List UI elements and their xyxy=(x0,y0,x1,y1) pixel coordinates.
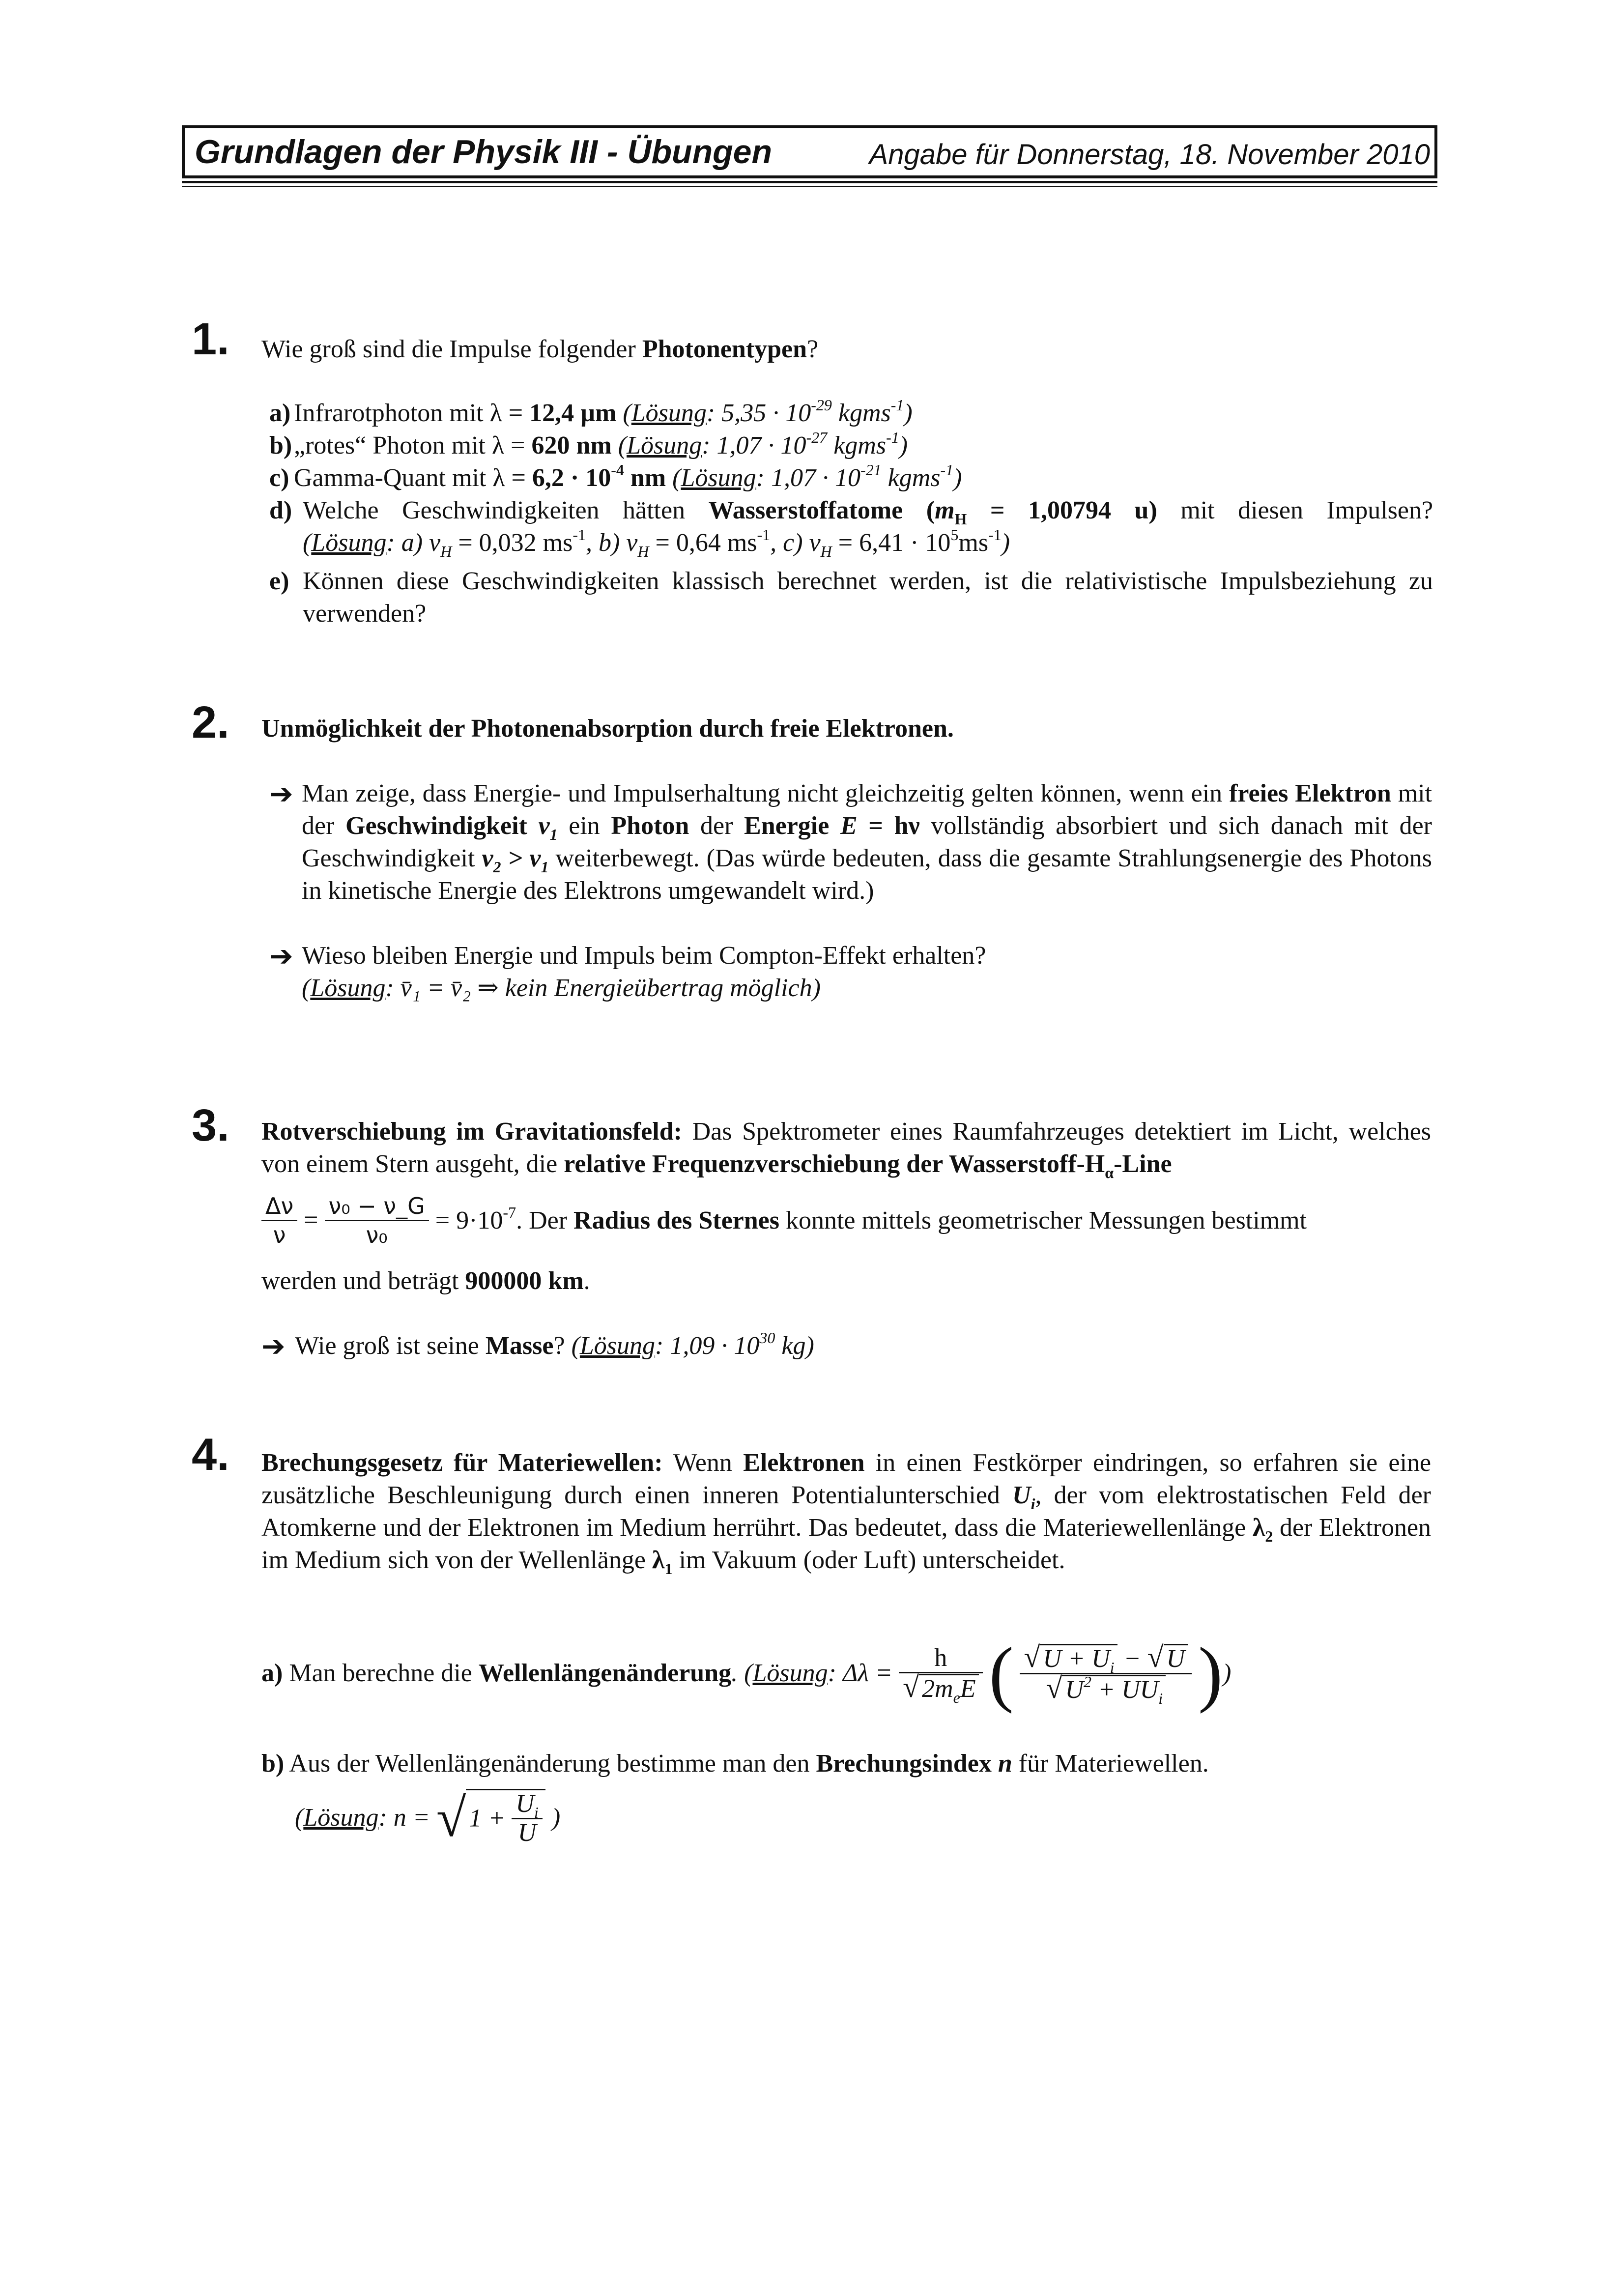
question-4a: a) Man berechne die Wellenlängenänderung. (Lösung: Δλ = $\frac{h}{√ 2m_eE}$ ( $\frac{√ U + U_i - √ U}{√ U^2 + UU_i}$ )) xyxy=(261,1633,1232,1714)
header-rule-thin xyxy=(182,186,1437,187)
question-4-number: 4. xyxy=(192,1430,229,1480)
question-3-formula-line: $\frac{\Delta\nu}{\nu}$ = $\frac{\text{ν₀ − ν\_G}}{\text{ν₀}}$ = $9\cdot 10^{-7}$. Der Radius des Sternes konnte mittels geometrischer Messungen bestimmt xyxy=(261,1192,1431,1249)
question-1c: c) Gamma-Quant mit $\lambda = 6,2 \cdot 10^{-4}$ nm (Lösung: $1,07 \cdot 10^{-21}$ kgms$^{-1}$) xyxy=(269,461,962,492)
question-2-task-2: Wieso bleiben Energie und Impuls beim Compton-Effekt erhalten? xyxy=(302,942,986,970)
header-rule xyxy=(182,181,1437,183)
question-4-intro: Brechungsgesetz für Materiewellen: Wenn Elektronen in einen Festkörper eindringen, so erfahren sie eine zusätzliche Beschleunigung durch einen inneren Potentialunterschied $U_i$, der vom elektrostatischen Feld der Atomkerne und der Elektronen im Medium herrührt. Das bedeutet, dass die Materiewellenlänge $\lambda_2$ der Elektronen im Medium sich von der Wellenlänge $\lambda_1$ im Vakuum (oder Luft) unterscheidet. xyxy=(261,1449,1432,1578)
question-1a: a) Infrarotphoton mit λ = 12,4 µm (Lösung: $5,35 \cdot 10^{-29}$ kgms$^{-1}$) xyxy=(269,396,913,427)
arrow-icon: ➔ xyxy=(269,777,293,810)
question-1-intro: Wie groß sind die Impulse folgender Photonentypen? xyxy=(261,335,819,363)
page-title: Grundlagen der Physik III - Übungen xyxy=(195,133,773,171)
question-1d: d) Welche Geschwindigkeiten hätten Wasserstoffatome ($m_H = 1,00794$ u) mit diesen Impulsen? xyxy=(269,496,1433,528)
question-3-intro: Rotverschiebung im Gravitationsfeld: Das Spektrometer eines Raumfahrzeuges detektiert im Licht, welches von einem Stern ausgeht, die relative Frequenzverschiebung der Wasserstoff-$H_\alpha$-Line xyxy=(261,1118,1432,1181)
question-3-radius: werden und beträgt 900000 km. xyxy=(261,1267,590,1295)
question-1e: e) Können diese Geschwindigkeiten klassisch berechnet werden, ist die relativistische Impulsbeziehung zu verwenden? xyxy=(269,567,1433,628)
arrow-icon: ➔ xyxy=(269,939,293,973)
question-4b: b) Aus der Wellenlängenänderung bestimme man den Brechungsindex n für Materiewellen. xyxy=(261,1750,1209,1778)
page-date: Angabe für Donnerstag, 18. November 2010 xyxy=(869,139,1430,171)
arrow-icon: ➔ xyxy=(261,1329,286,1363)
question-2-task-1: Man zeige, dass Energie- und Impulserhaltung nicht gleichzeitig gelten können, wenn ein freies Elektron mit der Geschwindigkeit $v_1$ ein Photon der Energie E = hν vollständig absorbiert und sich danach mit der Geschwindigkeit $v_2 > v_1$ weiterbewegt. (Das würde bedeuten, dass die gesamte Strahlungsenergie des Photons in kinetische Energie des Elektrons umgewandelt wird.) xyxy=(302,779,1432,905)
question-1-number: 1. xyxy=(192,314,229,364)
question-3-task: Wie groß ist seine Masse? (Lösung: $1,09 \cdot 10^{30}$ kg) xyxy=(295,1329,814,1360)
question-3-number: 3. xyxy=(192,1100,229,1150)
question-4b-solution: (Lösung: n = √ 1 + $\frac{U_i}{U}$ ) xyxy=(295,1788,561,1848)
question-1d-solution: (Lösung: a) $v_H = 0,032$ $ms^{-1}$, b) $v_H = 0,64$ $ms^{-1}$, c) $v_H = 6,41 \cdot 10^5ms^{-1}$) xyxy=(303,526,1010,560)
question-2-solution: (Lösung: v̄₁ = v̄₂ ⇒ kein Energieübertrag möglich) xyxy=(302,974,821,1002)
question-2-title: Unmöglichkeit der Photonenabsorption durch freie Elektronen. xyxy=(261,715,954,743)
question-1b: b) „rotes“ Photon mit λ = 620 nm (Lösung: $1,07 \cdot 10^{-27}$ kgms$^{-1}$) xyxy=(269,429,908,459)
question-2-number: 2. xyxy=(192,697,229,747)
